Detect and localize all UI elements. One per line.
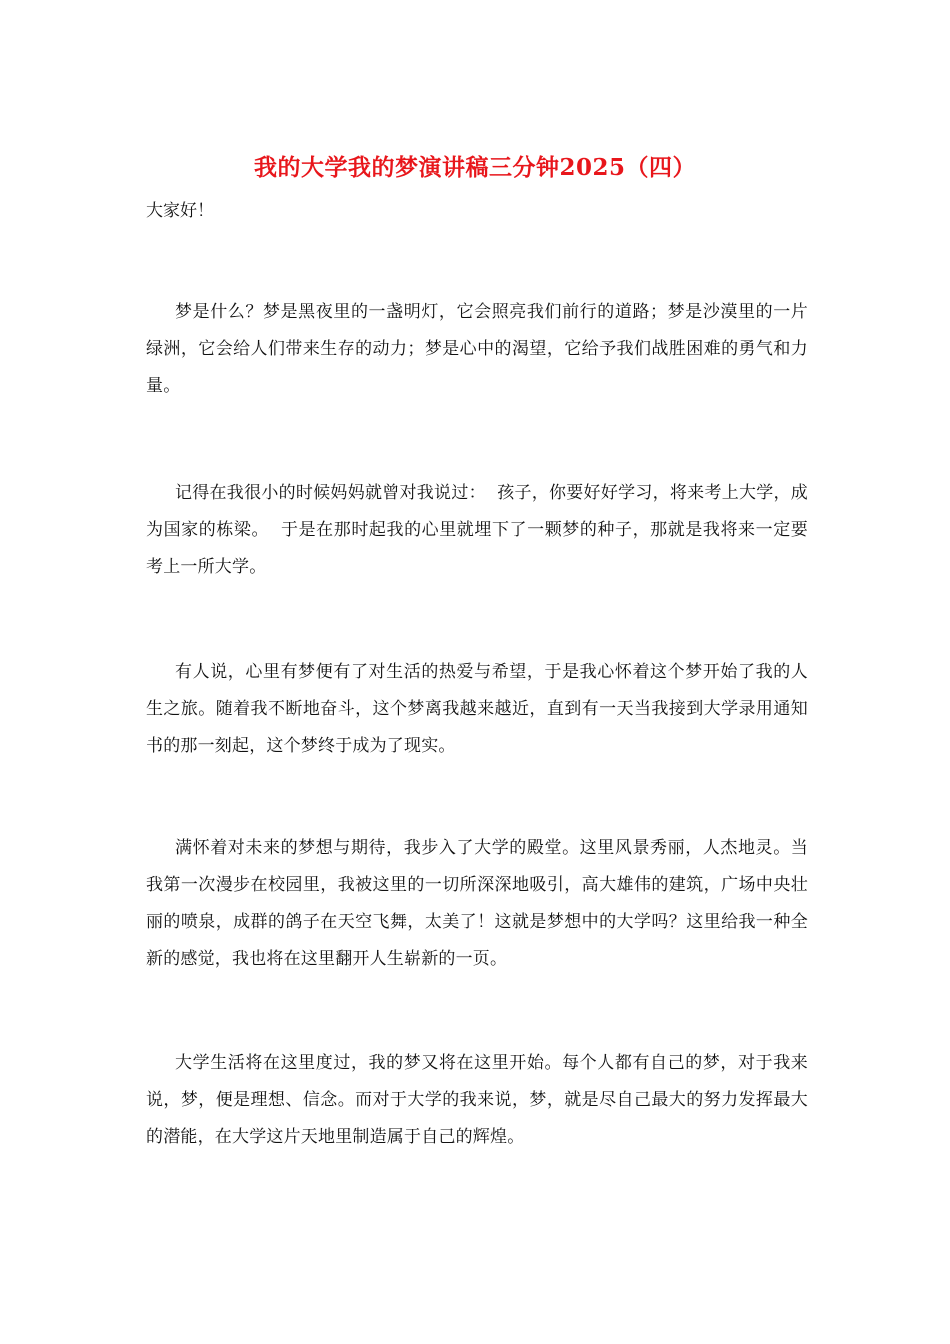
paragraph-5: 大学生活将在这里度过，我的梦又将在这里开始。每个人都有自己的梦，对于我来说，梦，便是理想、信念。而对于大学的我来说，梦，就是尽自己最大的努力发挥最大的潜能，在大学这片天地里制造属于自己的辉煌。 [146,1053,808,1147]
paragraph-1: 梦是什么？梦是黑夜里的一盏明灯，它会照亮我们前行的道路；梦是沙漠里的一片绿洲，它会给人们带来生存的动力；梦是心中的渴望，它给予我们战胜困难的勇气和力量。 [146,302,808,396]
greeting-text: 大家好！ [146,201,214,221]
paragraph-2: 记得在我很小的时候妈妈就曾对我说过： 孩子，你要好好学习，将来考上大学，成为国家的栋梁。 于是在那时起我的心里就埋下了一颗梦的种子，那就是我将来一定要考上一所大学。 [146,483,808,577]
document-title: 我的大学我的梦演讲稿三分钟2025（四） [253,154,696,181]
paragraph-4: 满怀着对未来的梦想与期待，我步入了大学的殿堂。这里风景秀丽，人杰地灵。当我第一次漫步在校园里，我被这里的一切所深深地吸引，高大雄伟的建筑，广场中央壮丽的喷泉，成群的鸽子在天空飞舞，太美了！这就是梦想中的大学吗？这里给我一种全新的感觉，我也将在这里翻开人生崭新的一页。 [146,838,808,969]
paragraph-3: 有人说，心里有梦便有了对生活的热爱与希望，于是我心怀着这个梦开始了我的人生之旅。随着我不断地奋斗，这个梦离我越来越近，直到有一天当我接到大学录用通知书的那一刻起，这个梦终于成为了现实。 [146,662,808,756]
